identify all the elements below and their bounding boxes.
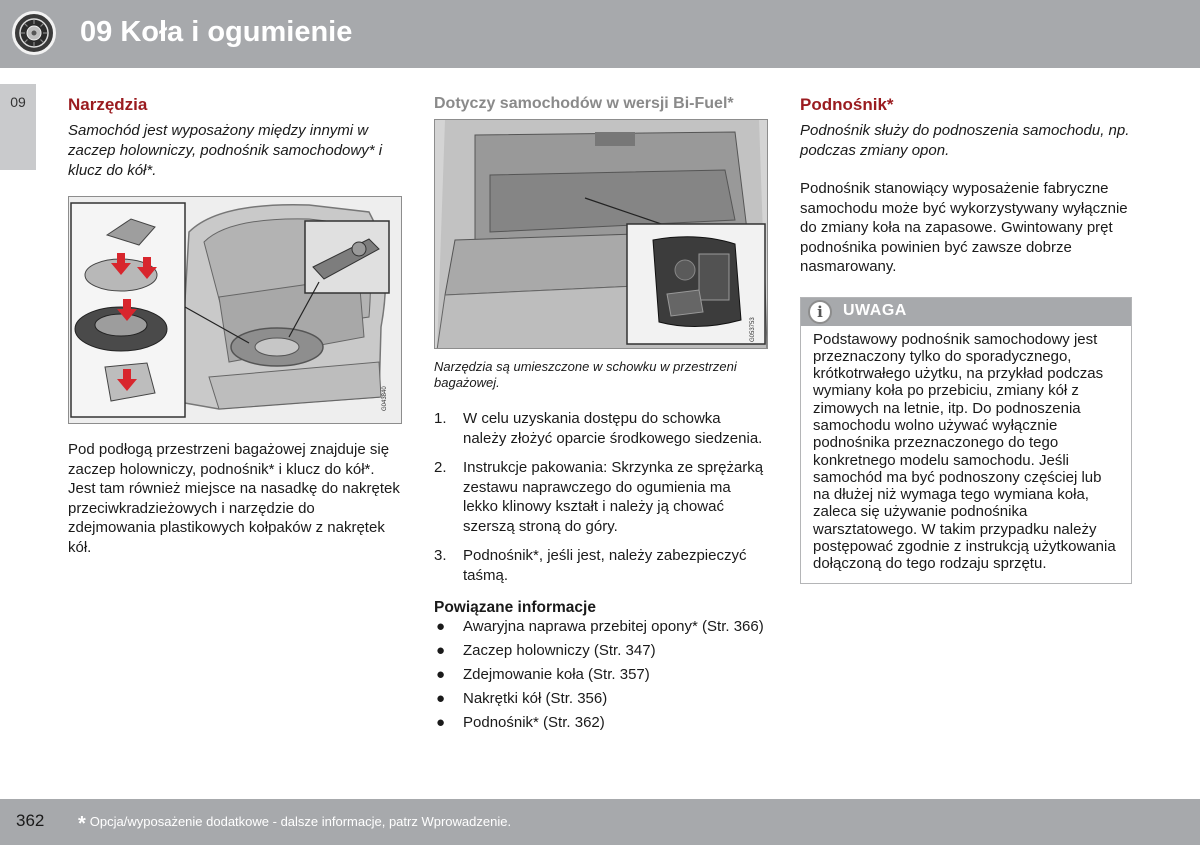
page-number: 362	[16, 811, 45, 830]
section-title-tools: Narzędzia	[68, 95, 148, 114]
page-footer	[0, 799, 1200, 845]
packing-steps	[434, 409, 768, 585]
section-intro-jack: Podnośnik służy do podnoszenia samochodu, np. podczas zmiany opon.	[800, 122, 1130, 159]
column-jack	[800, 95, 1132, 584]
related-info-heading: Powiązane informacje	[434, 599, 596, 616]
column-bifuel	[434, 95, 768, 737]
figure-id: G053753	[750, 317, 756, 342]
figure-id: G043840	[382, 386, 388, 411]
section-title-bifuel: Dotyczy samochodów w wersji Bi-Fuel*	[434, 95, 734, 112]
section-intro-tools: Samochód jest wyposażony między innymi w zaczep holowniczy, podnośnik samochodowy* i klucz do kół*.	[68, 122, 383, 179]
related-link[interactable]: ● Zaczep holowniczy (Str. 347)	[436, 642, 656, 659]
tools-illustration	[68, 196, 402, 424]
section-title-jack: Podnośnik*	[800, 95, 894, 114]
related-link[interactable]: ● Podnośnik* (Str. 362)	[436, 714, 605, 731]
list-item: 3. Podnośnik*, jeśli jest, należy zabezpieczyć taśmą.	[434, 547, 747, 584]
footnote-text: Opcja/wyposażenie dodatkowe - dalsze informacje, patrz Wprowadzenie.	[89, 814, 512, 829]
section-body-jack: Podnośnik stanowiący wyposażenie fabryczne samochodu może być wykorzystywany wyłącznie do zmiany koła na zapasowe. Gwintowany pręt podnośnika powinien być zawsze dobrze nasmarowany.	[800, 180, 1128, 275]
related-info-list	[434, 617, 768, 732]
chapter-title: 09 Koła i ogumienie	[80, 16, 353, 48]
list-item: 2. Instrukcje pakowania: Skrzynka ze sprężarką zestawu naprawczego do ogumienia ma lekko klinowy kształt i należy ją chować szerszą stroną do góry.	[434, 459, 764, 535]
related-link[interactable]: ● Zdejmowanie koła (Str. 357)	[436, 666, 650, 683]
column-tools	[68, 95, 400, 557]
related-link[interactable]: ● Nakrętki kół (Str. 356)	[436, 690, 608, 707]
info-icon: i	[808, 300, 832, 324]
warning-header	[801, 298, 1131, 326]
list-item: 1. W celu uzyskania dostępu do schowka należy złożyć oparcie środkowego siedzenia.	[434, 410, 763, 447]
section-body-tools: Pod podłogą przestrzeni bagażowej znajduje się zaczep holowniczy, podnośnik* i klucz do kół*. Jest tam również miejsce na nasadkę do nakrętek przeciwkradzieżowych i narzędzie do zdejmowania plastikowych kołpaków z nakrętek kół.	[68, 441, 400, 556]
warning-box	[800, 297, 1132, 584]
footnote	[78, 813, 511, 836]
chapter-side-tab	[0, 84, 36, 170]
warning-title: UWAGA	[843, 301, 907, 319]
bifuel-trunk-illustration	[434, 119, 768, 349]
related-link[interactable]: ● Awaryjna naprawa przebitej opony* (Str. 366)	[436, 618, 764, 635]
chapter-side-tab-label: 09	[10, 94, 26, 110]
figure-caption: Narzędzia są umieszczone w schowku w przestrzeni bagażowej.	[434, 359, 737, 390]
warning-text: Podstawowy podnośnik samochodowy jest przeznaczony tylko do sporadycznego, krótkotrwałego użytku, na przykład podczas wymiany koła po przebiciu, zmiany kół z zimowych na letnie, itp. Do podnoszenia samochodu wolno używać wyłącznie podnośnika przeznaczonego do tego konkretnego modelu samochodu. Jeśli samochód ma być podnoszony częściej lub na dłużej niż wymaga tego wymiana koła, zaleca się używanie podnośnika warsztatowego. W takim przypadku należy postępować zgodnie z instrukcją użytkowania dołączoną do tego rodzaju sprzętu.	[813, 330, 1116, 573]
footnote-star: *	[78, 813, 86, 835]
chapter-header	[0, 0, 1200, 68]
tire-icon	[12, 11, 56, 55]
